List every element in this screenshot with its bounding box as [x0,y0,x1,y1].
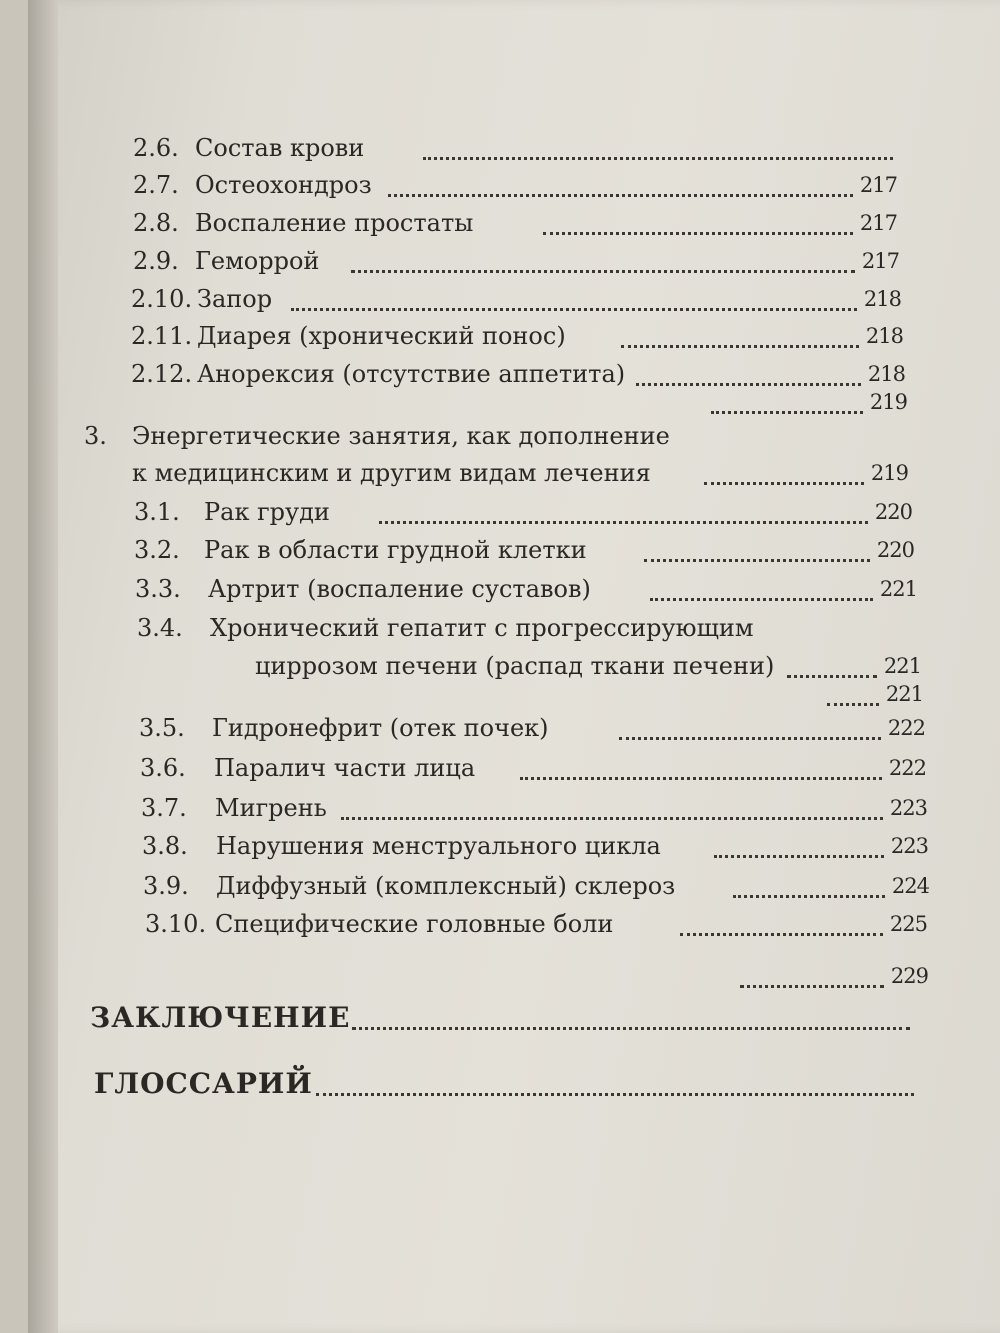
toc-entry-glossary [94,1066,914,1110]
dot-leader [543,196,853,235]
toc-page-number: 220 [876,538,914,562]
dot-leader [650,562,873,601]
dot-leader [619,701,881,740]
toc-entry-number: 3.4. [137,614,183,642]
toc-entry-title: Гидронефрит (отек почек) [212,714,549,742]
toc-page-number: 225 [889,912,927,936]
toc-entry-title: Энергетические занятия, как дополнение [132,422,670,450]
toc-entry-title: циррозом печени (распад ткани печени) [255,652,775,680]
toc-entry-number: 2.9. [133,247,179,275]
toc-entry-number: 3.2. [134,536,180,564]
toc-entry-title: Воспаление простаты [195,209,474,237]
toc-entry-title: Диффузный (комплексный) склероз [216,872,676,900]
dot-leader [714,819,884,858]
toc-entry-number: 2.8. [133,209,179,237]
toc-entry-number: 3.5. [139,714,185,742]
toc-entry-title: Хронический гепатит с прогрессирующим [210,614,754,642]
toc-entry-title: Диарея (хронический понос) [197,322,566,350]
toc-page-number: 229 [890,964,928,988]
toc-entry-title: Артрит (воспаление суставов) [208,575,591,603]
dot-leader [644,523,870,562]
toc-page-number: 218 [863,287,901,311]
dot-leader [704,446,864,485]
toc-entry-number: 3.1. [134,498,180,526]
toc-page-number: 223 [890,834,928,858]
toc-page-number: 222 [888,756,926,780]
toc-page-number: 221 [879,577,917,601]
toc-entry-title: Рак груди [204,498,330,526]
toc-entry-number: 3.7. [141,794,187,822]
toc-entry-number: 2.11. [131,322,193,350]
toc-page-number: 222 [887,716,925,740]
toc-entry-number: 3.3. [135,575,181,603]
dot-leader [621,309,859,348]
toc-entry-title: Нарушения менструального цикла [216,832,661,860]
toc-entry-conclusion [90,1000,910,1044]
toc-page-number: 223 [889,796,927,820]
dot-leader [379,485,868,524]
toc-entry-number: 2.12. [131,360,193,388]
toc-page-number: 217 [859,211,897,235]
dot-leader [740,949,884,988]
toc-entry-number: 3.6. [140,754,186,782]
dot-leader [291,272,857,311]
toc-page-number: 218 [867,362,905,386]
toc-page-number: 220 [874,500,912,524]
toc-page-number: 221 [885,682,923,706]
dot-leader [352,991,910,1030]
toc-page-number: 217 [861,249,899,273]
toc-page-number: 218 [865,324,903,348]
dot-leader [351,234,855,273]
toc-entry-number: 2.7. [133,171,179,199]
toc-entry-3-10 [145,906,927,942]
dot-leader [711,375,863,414]
toc-entry-title: Остеохондроз [195,171,372,199]
toc-page-number: 219 [869,390,907,414]
toc-entry-number: 2.10. [131,285,193,313]
toc-page-number: 217 [859,173,897,197]
toc-page-number: 224 [891,874,929,898]
toc-entry-title: Специфические головные боли [215,910,614,938]
toc-entry-title: ГЛОССАРИЙ [94,1067,313,1100]
toc-entry-3-3 [135,571,917,607]
dot-leader [316,1057,914,1096]
toc-entry-2-12-page [131,384,907,420]
toc-entry-title: Рак в области грудной клетки [204,536,587,564]
toc-page-number: 221 [883,654,921,678]
toc-entry-number: 3.8. [142,832,188,860]
toc-entry-number: 3. [84,422,107,450]
dot-leader [520,741,882,780]
dot-leader [680,897,883,936]
toc-entry-title: Запор [197,285,273,313]
toc-entry-title: ЗАКЛЮЧЕНИЕ [90,1001,351,1034]
dot-leader [423,121,893,160]
toc-entry-title: Анорексия (отсутствие аппетита) [197,360,626,388]
dot-leader [341,781,883,820]
toc-entry-number: 3.9. [143,872,189,900]
dot-leader [733,859,885,898]
toc-entry-number: 3.10. [145,910,207,938]
toc-entry-title: Геморрой [195,247,320,275]
toc-entry-conclusion-page [140,958,928,994]
toc-entry-number: 2.6. [133,134,179,162]
toc-entry-title: Мигрень [215,794,327,822]
toc-page-number: 219 [870,461,908,485]
toc-entry-title: Паралич части лица [214,754,476,782]
dot-leader [388,158,853,197]
toc-entry-title: Состав крови [195,134,365,162]
toc-entry-title: к медицинским и другим видам лечения [132,459,651,487]
